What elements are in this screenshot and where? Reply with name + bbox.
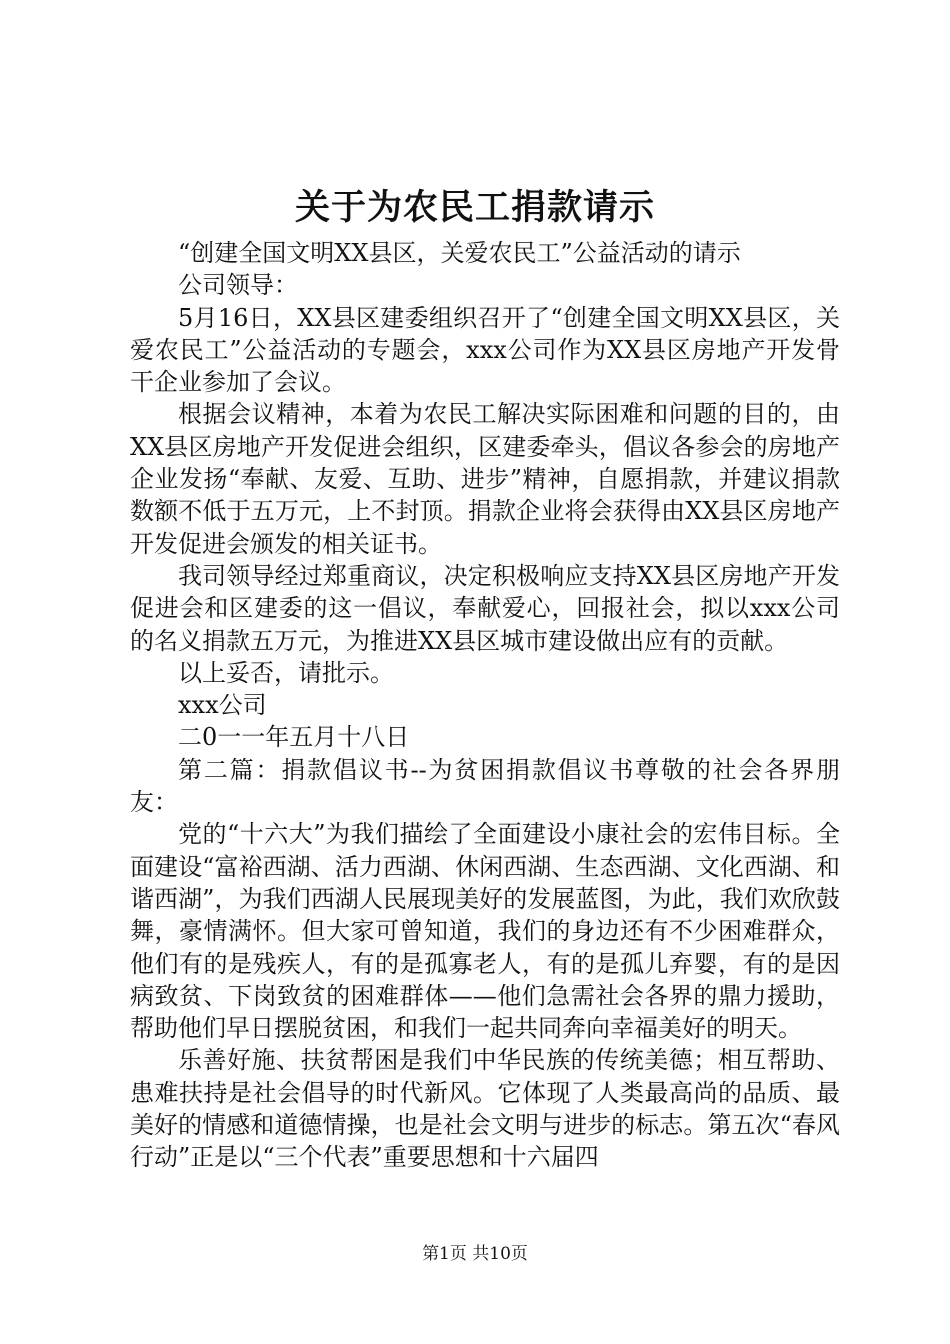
body-paragraph: 5月16日，XX县区建委组织召开了“创建全国文明XX县区，关爱农民工”公益活动的专题会，xxx公司作为XX县区房地产开发骨干企业参加了会议。 bbox=[130, 303, 840, 397]
body-paragraph: 我司领导经过郑重商议，决定积极响应支持XX县区房地产开发促进会和区建委的这一倡议，奉献爱心，回报社会，拟以xxx公司的名义捐款五万元，为推进XX县区城市建设做出应有的贡献。 bbox=[130, 561, 840, 655]
body-paragraph: 根据会议精神，本着为农民工解决实际困难和问题的目的，由XX县区房地产开发促进会组织，区建委牵头，倡议各参会的房地产企业发扬“奉献、友爱、互助、进步”精神，自愿捐款，并建议捐款数额不低于五万元，上不封顶。捐款企业将会获得由XX县区房地产开发促进会颁发的相关证书。 bbox=[130, 400, 840, 558]
subtitle-paragraph: “创建全国文明XX县区，关爱农民工”公益活动的请示 bbox=[178, 239, 741, 267]
signature-company: xxx公司 bbox=[178, 691, 267, 720]
closing-paragraph: 以上妥否，请批示。 bbox=[178, 658, 394, 687]
body-paragraph: 党的“十六大”为我们描绘了全面建设小康社会的宏伟目标。全面建设“富裕西湖、活力西湖、休闲西湖、生态西湖、文化西湖、和谐西湖”，为我们西湖人民展现美好的发展蓝图，为此，我们欢欣鼓舞，豪情满怀。但大家可曾知道，我们的身边还有不少困难群众，他们有的是残疾人，有的是孤寡老人，有的是孤儿弃婴，有的是因病致贫、下岗致贫的困难群体——他们急需社会各界的鼎力援助，帮助他们早日摆脱贫困，和我们一起共同奔向幸福美好的明天。 bbox=[130, 820, 840, 1043]
page-indicator: 第1页 共10页 bbox=[422, 1244, 528, 1264]
document-body bbox=[130, 237, 840, 1174]
document-title: 关于为农民工捐款请示 bbox=[294, 187, 655, 228]
body-paragraph: 乐善好施、扶贫帮困是我们中华民族的传统美德；相互帮助、患难扶持是社会倡导的时代新风。它体现了人类最高尚的品质、最美好的情感和道德情操，也是社会文明与进步的标志。第五次“春风行动”正是以“三个代表”重要思想和十六届四 bbox=[130, 1046, 840, 1172]
signature-date: 二0一一年五月十八日 bbox=[178, 723, 410, 752]
salutation-paragraph: 公司领导： bbox=[178, 271, 298, 300]
section-heading: 第二篇：捐款倡议书--为贫困捐款倡议书尊敬的社会各界朋友： bbox=[130, 755, 840, 817]
